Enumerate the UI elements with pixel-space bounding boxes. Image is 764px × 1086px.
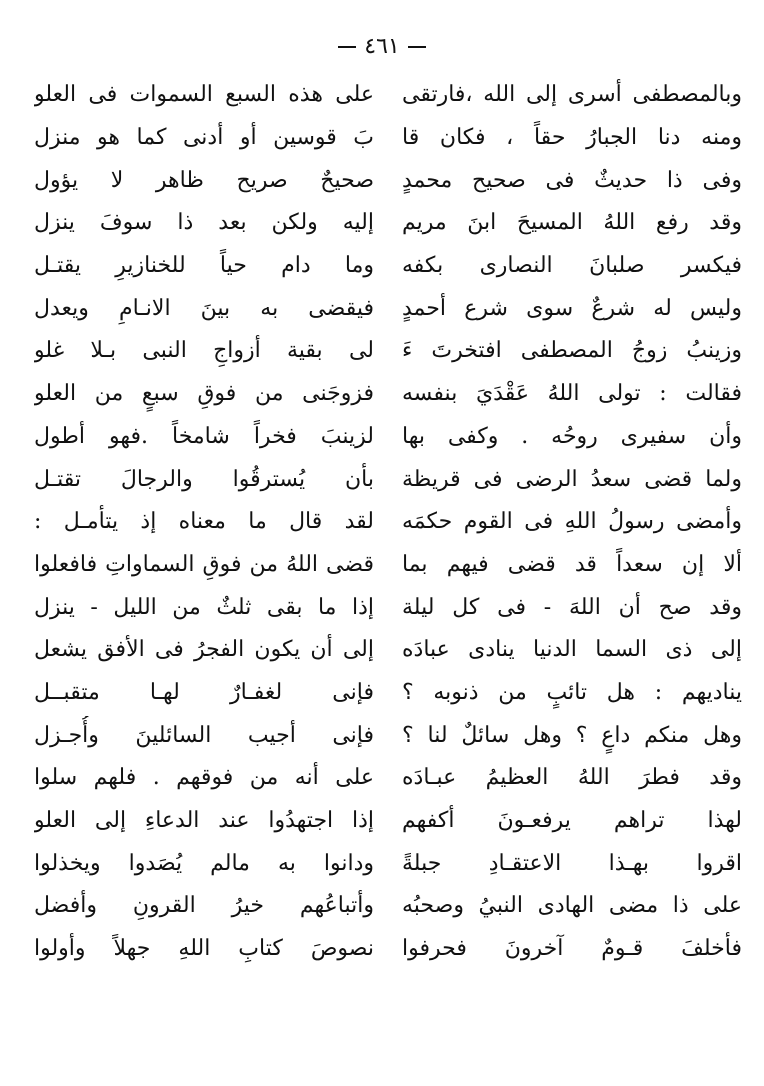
verse-second-hemistich: وأتباعُهم خيرُ القرونِ وأفضل [34, 893, 374, 919]
verse-line [34, 202, 742, 245]
verse-first-hemistich: إلى ذى السما الدنيا ينادى عبادَه [402, 637, 742, 663]
verse-second-hemistich: فيقضى به بينَ الانـامِ ويعدل [34, 295, 374, 321]
verse-second-hemistich: إليه ولكن بعد ذا سوفَ ينزل [34, 210, 374, 236]
verse-line [34, 159, 742, 202]
verse-first-hemistich: وقد صح أن اللهَ - فى كل ليلة [402, 594, 742, 620]
verse-first-hemistich: وأمضى رسولُ اللهِ فى القوم حكمَه [402, 509, 742, 535]
verse-line [34, 117, 742, 160]
verse-first-hemistich: يناديهم : هل تائبٍ من ذنوبه ؟ [402, 679, 742, 705]
verse-second-hemistich: فزوجَنى من فوقِ سبعٍ من العلو [34, 381, 374, 407]
header-dash-left [338, 46, 356, 48]
verse-first-hemistich: على ذا مضى الهادى النبيُ وصحبُه [402, 893, 742, 919]
verse-second-hemistich: لى بقية أزواجِ النبى بـلا غلو [34, 338, 374, 364]
verse-first-hemistich: فأخلفَ قـومٌ آخرونَ فحرفوا [402, 936, 742, 962]
verse-line [34, 373, 742, 416]
verse-second-hemistich: بَ قوسين أو أدنى كما هو منزل [34, 125, 374, 151]
verse-second-hemistich: ودانوا به مالم يُصَدوا ويخذلوا [34, 850, 374, 876]
verse-line [34, 245, 742, 288]
verse-first-hemistich: وبالمصطفى أسرى إلى الله ،فارتقى [402, 82, 742, 108]
verse-line [34, 287, 742, 330]
verse-second-hemistich: صحيحٌ صريح ظاهر لا يؤول [34, 167, 374, 193]
verse-first-hemistich: ومنه دنا الجبارُ حقاً ، فكان قا [402, 125, 742, 151]
verse-second-hemistich: فإنى أجيب السائلينَ وأُجـزل [34, 722, 374, 748]
verse-line [34, 544, 742, 587]
verse-second-hemistich: على هذه السبع السموات فى العلو [34, 82, 374, 108]
verse-line [34, 885, 742, 928]
verse-second-hemistich: إذا اجتهدُوا عند الدعاءِ إلى العلو [34, 808, 374, 834]
verse-first-hemistich: لهذا تراهم يرفعـونَ أكفهم [402, 808, 742, 834]
verse-first-hemistich: وهل منكم داعٍ ؟ وهل سائلٌ لنا ؟ [402, 722, 742, 748]
verse-second-hemistich: لقد قال ما معناه إذ يتأمـل : [34, 509, 374, 535]
verse-line [34, 800, 742, 843]
verse-first-hemistich: وفى ذا حديثٌ فى صحيح محمدٍ [402, 167, 742, 193]
verse-second-hemistich: لزينبَ فخراً شامخاً .فهو أطول [34, 423, 374, 449]
verse-line [34, 416, 742, 459]
verse-line [34, 842, 742, 885]
page-header [0, 30, 764, 64]
verse-second-hemistich: بأن يُسترقُوا والرجالَ تقتـل [34, 466, 374, 492]
verse-line [34, 458, 742, 501]
verse-line [34, 501, 742, 544]
verse-first-hemistich: ألا إن سعداً قد قضى فيهم بما [402, 551, 742, 577]
verse-first-hemistich: اقروا بهـذا الاعتقـادِ جبلةً [402, 850, 742, 876]
page-number: ٤٦١ [364, 34, 400, 59]
verse-second-hemistich: إذا ما بقى ثلثٌ من الليل - ينزل [34, 594, 374, 620]
verse-line [34, 586, 742, 629]
verse-line [34, 714, 742, 757]
verse-first-hemistich: وقد فطرَ اللهُ العظيمُ عبـادَه [402, 765, 742, 791]
poem-verses [34, 74, 742, 970]
verse-first-hemistich: وأن سفيرى روحُه . وكفى بها [402, 423, 742, 449]
verse-first-hemistich: فيكسر صلبانَ النصارى بكفه [402, 253, 742, 279]
verse-second-hemistich: وما دام حياً للخنازيرِ يقتـل [34, 253, 374, 279]
verse-second-hemistich: نصوصَ كتابِ اللهِ جهلاً وأولوا [34, 936, 374, 962]
verse-first-hemistich: فقالت : تولى اللهُ عَقْدَيَ بنفسه [402, 381, 742, 407]
header-dash-right [408, 46, 426, 48]
verse-line [34, 928, 742, 971]
verse-first-hemistich: وليس له شرعٌ سوى شرع أحمدٍ [402, 295, 742, 321]
verse-line [34, 629, 742, 672]
verse-line [34, 74, 742, 117]
verse-line [34, 330, 742, 373]
verse-second-hemistich: قضى اللهُ من فوقِ السماواتِ فافعلوا [34, 551, 374, 577]
verse-first-hemistich: وقد رفع اللهُ المسيحَ ابنَ مريم [402, 210, 742, 236]
verse-second-hemistich: على أنه من فوقهم . فلهم سلوا [34, 765, 374, 791]
verse-line [34, 672, 742, 715]
verse-first-hemistich: وزينبُ زوجُ المصطفى افتخرتَ ءَ [402, 338, 742, 364]
verse-second-hemistich: إلى أن يكون الفجرُ فى الأفق يشعل [34, 637, 374, 663]
verse-first-hemistich: ولما قضى سعدُ الرضى فى قريظة [402, 466, 742, 492]
verse-second-hemistich: فإنى لغفـارٌ لهـا متقبــل [34, 679, 374, 705]
verse-line [34, 757, 742, 800]
